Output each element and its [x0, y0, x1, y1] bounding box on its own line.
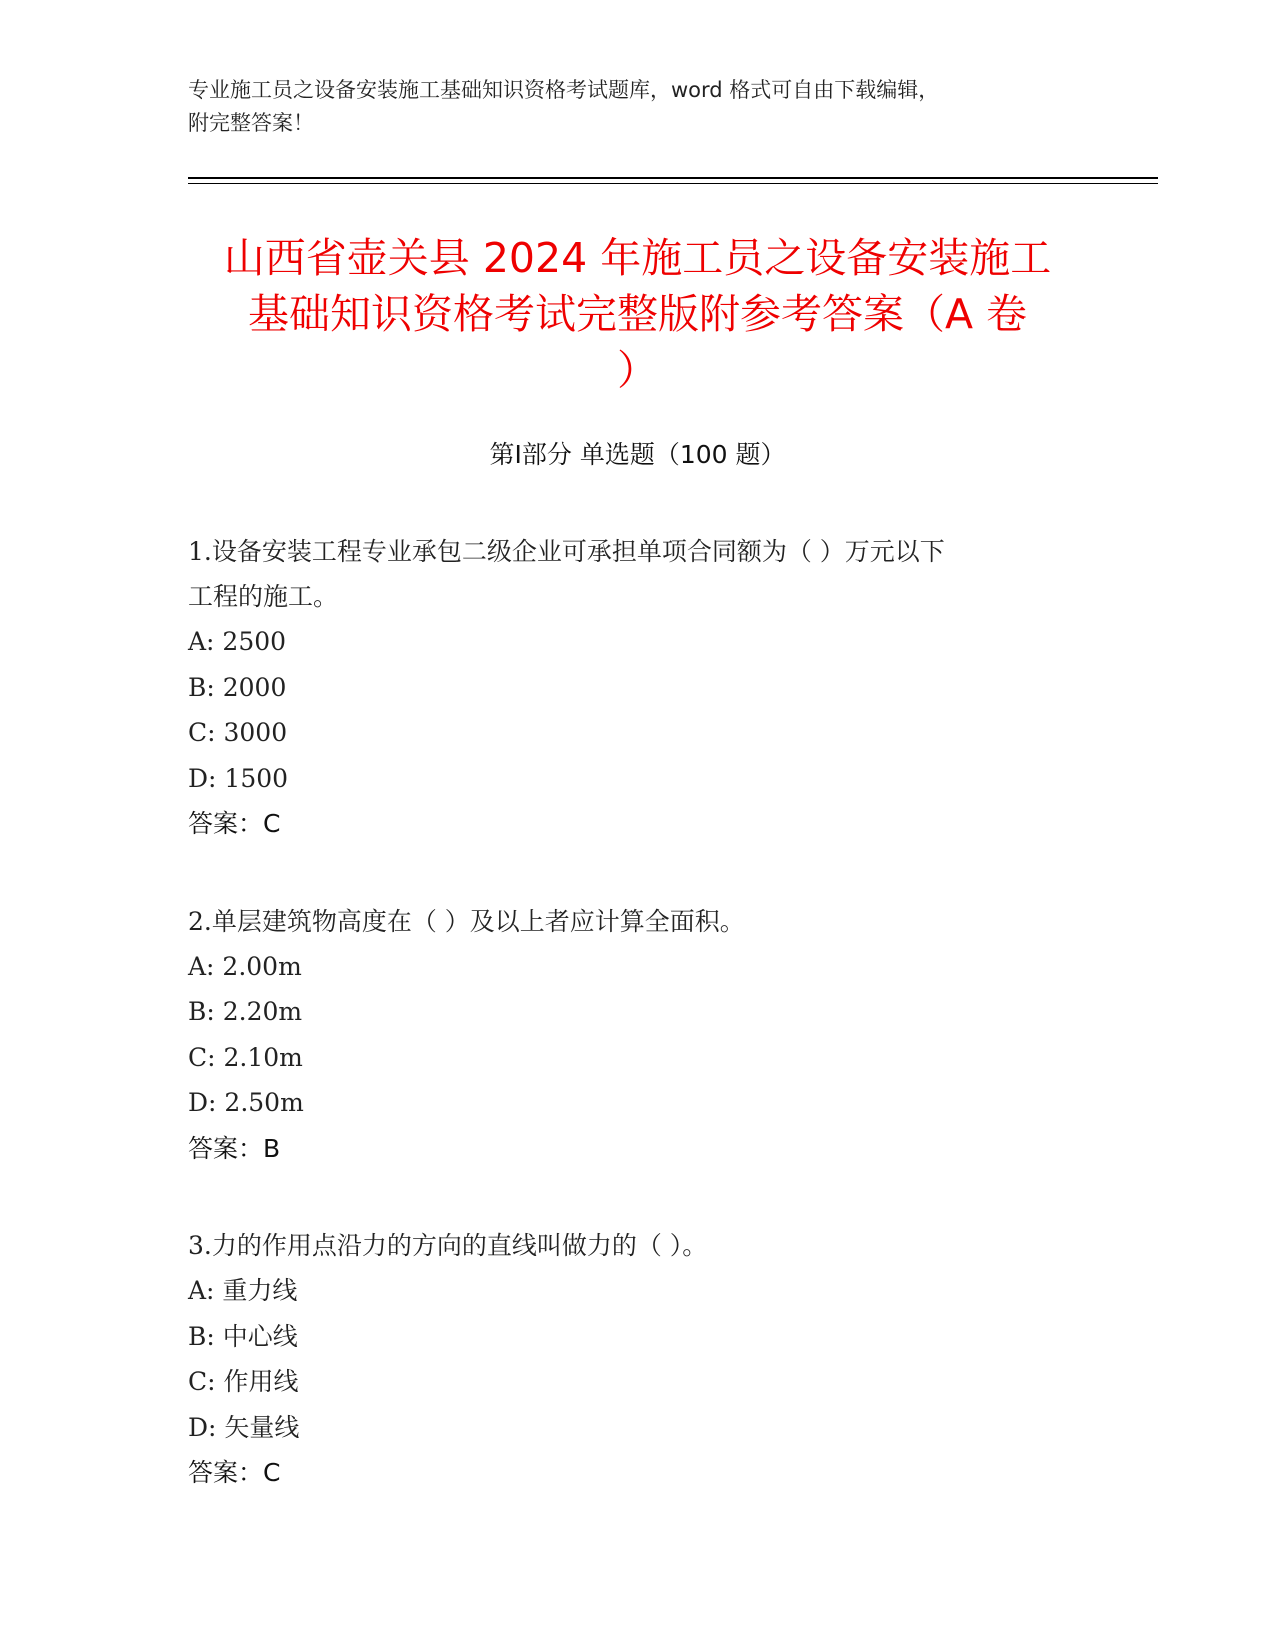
question-2: [188, 899, 1088, 1172]
option-b: B: 2.20m: [188, 997, 303, 1026]
answer: 答案：C: [188, 809, 281, 838]
document-title: [160, 230, 1115, 398]
title-line-1: 山西省壶关县 2024 年施工员之设备安装施工: [223, 234, 1052, 282]
question-3: [188, 1223, 1088, 1496]
header-note-line-1: 专业施工员之设备安装施工基础知识资格考试题库，word 格式可自由下载编辑，: [188, 78, 940, 102]
option-d: D: 2.50m: [188, 1088, 304, 1117]
answer: 答案：B: [188, 1133, 281, 1163]
option-b: B: 中心线: [188, 1321, 298, 1351]
option-c: C: 3000: [188, 718, 288, 747]
option-a: A: 2.00m: [188, 951, 302, 981]
option-a: A: 重力线: [188, 1276, 298, 1305]
option-c: C: 作用线: [188, 1367, 299, 1396]
title-line-3: ）: [617, 346, 658, 394]
option-d: D: 1500: [188, 763, 289, 793]
option-d: D: 矢量线: [188, 1412, 300, 1442]
question-stem-line-1: 3.力的作用点沿力的方向的直线叫做力的（ ）。: [188, 1231, 708, 1260]
option-c: C: 2.10m: [188, 1042, 303, 1072]
header-divider-thin: [188, 183, 1158, 184]
question-stem-line-1: 2.单层建筑物高度在（ ）及以上者应计算全面积。: [188, 906, 745, 936]
header-note-line-2: 附完整答案！: [188, 111, 314, 135]
question-stem: [188, 899, 1088, 944]
option-b: B: 2000: [188, 672, 287, 702]
header-note: [188, 74, 1068, 140]
question-stem: [188, 1223, 1088, 1268]
answer: 答案：C: [188, 1458, 281, 1487]
question-stem-line-2: 工程的施工。: [188, 582, 339, 611]
section-heading: 第Ⅰ部分 单选题（100 题）: [489, 440, 786, 469]
question-1: [188, 529, 1088, 847]
option-a: A: 2500: [188, 627, 287, 656]
question-stem-line-1: 1.设备安装工程专业承包二级企业可承担单项合同额为（ ）万元以下: [188, 537, 945, 566]
header-divider-thick: [188, 177, 1158, 179]
question-stem: [188, 529, 1088, 619]
title-line-2: 基础知识资格考试完整版附参考答案（A 卷: [247, 290, 1028, 338]
question-list: [188, 529, 1088, 1548]
